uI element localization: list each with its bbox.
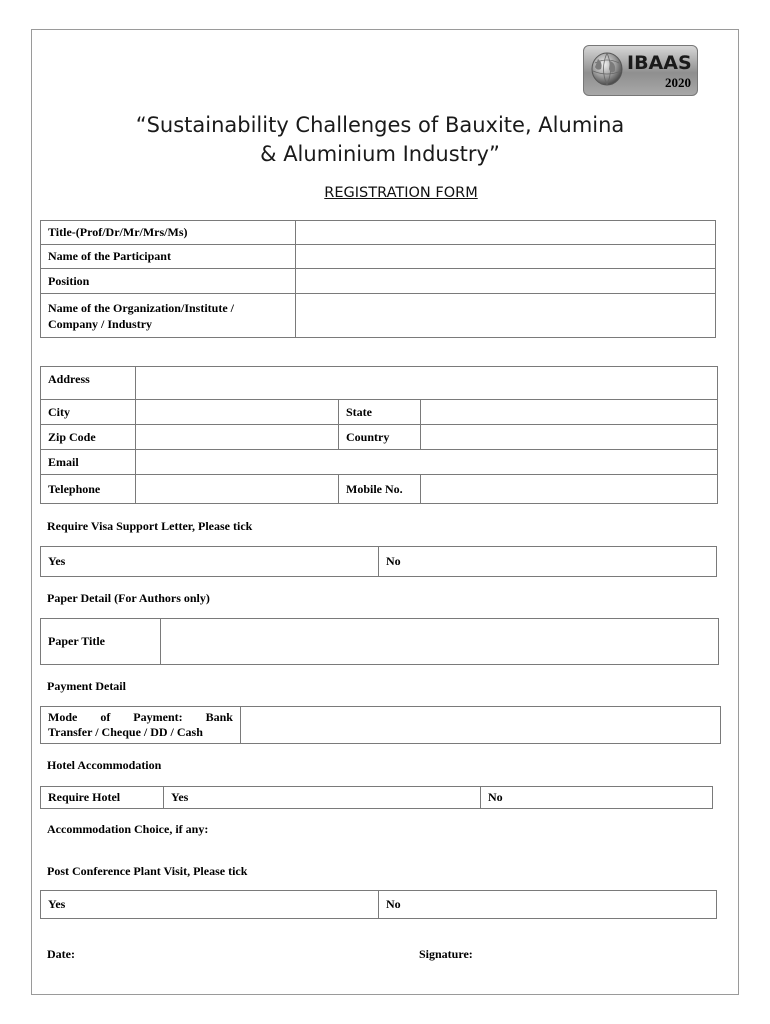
telephone-label: Telephone <box>41 475 136 504</box>
organization-label <box>41 294 296 338</box>
visa-yes-option[interactable]: Yes <box>41 547 379 577</box>
position-field[interactable] <box>296 269 716 294</box>
hotel-yes-option[interactable]: Yes <box>164 787 481 809</box>
paper-title-field[interactable] <box>161 619 719 665</box>
organization-label-line-1: Name of the Organization/Institute / <box>48 300 234 315</box>
payment-table <box>40 706 721 744</box>
plant-visit-no-option[interactable]: No <box>379 891 717 919</box>
date-label: Date: <box>47 947 75 961</box>
organization-label-line-2: Company / Industry <box>48 316 153 331</box>
mobile-field[interactable] <box>421 475 718 504</box>
paper-title-label: Paper Title <box>41 619 161 665</box>
form-heading: REGISTRATION FORM <box>324 185 478 201</box>
visa-heading: Require Visa Support Letter, Please tick <box>47 519 253 533</box>
position-label: Position <box>41 269 296 294</box>
participant-table <box>40 220 716 338</box>
logo-year: 2020 <box>665 75 691 90</box>
accommodation-choice-label: Accommodation Choice, if any: <box>47 822 209 836</box>
country-label: Country <box>339 425 421 450</box>
require-hotel-label: Require Hotel <box>41 787 164 809</box>
hotel-no-option[interactable]: No <box>481 787 713 809</box>
ibaas-logo <box>583 45 698 96</box>
conference-title <box>60 111 700 169</box>
telephone-field[interactable] <box>136 475 339 504</box>
country-field[interactable] <box>421 425 718 450</box>
city-label: City <box>41 400 136 425</box>
mobile-label: Mobile No. <box>339 475 421 504</box>
plant-visit-heading: Post Conference Plant Visit, Please tick <box>47 864 248 878</box>
paper-heading: Paper Detail (For Authors only) <box>47 591 210 605</box>
email-label: Email <box>41 450 136 475</box>
city-field[interactable] <box>136 400 339 425</box>
payment-mode-line-2: Transfer / Cheque / DD / Cash <box>48 725 203 739</box>
payment-mode-line-1 <box>48 710 233 725</box>
payment-word-bank: Bank <box>205 710 233 724</box>
state-label: State <box>339 400 421 425</box>
payment-mode-label <box>41 707 241 744</box>
title-line-2: & Aluminium Industry” <box>260 142 500 166</box>
address-table <box>40 366 718 504</box>
title-line-1: “Sustainability Challenges of Bauxite, Alumina <box>135 113 625 137</box>
payment-word-payment: Payment: <box>133 710 183 724</box>
email-field[interactable] <box>136 450 718 475</box>
address-field[interactable] <box>136 367 718 400</box>
plant-visit-table <box>40 890 717 919</box>
globe-icon <box>589 49 627 91</box>
page-frame <box>31 29 739 995</box>
payment-word-of: of <box>100 710 111 724</box>
visa-table <box>40 546 717 577</box>
hotel-table <box>40 786 713 809</box>
plant-visit-yes-option[interactable]: Yes <box>41 891 379 919</box>
payment-mode-field[interactable] <box>241 707 721 744</box>
signature-label: Signature: <box>419 947 473 961</box>
state-field[interactable] <box>421 400 718 425</box>
zip-code-field[interactable] <box>136 425 339 450</box>
address-label: Address <box>41 367 136 400</box>
zip-code-label: Zip Code <box>41 425 136 450</box>
hotel-heading: Hotel Accommodation <box>47 758 162 772</box>
title-field[interactable] <box>296 221 716 245</box>
title-label: Title-(Prof/Dr/Mr/Mrs/Ms) <box>41 221 296 245</box>
payment-word-mode: Mode <box>48 710 78 724</box>
logo-wordmark: IBAAS <box>627 52 692 74</box>
participant-name-label: Name of the Participant <box>41 245 296 269</box>
organization-field[interactable] <box>296 294 716 338</box>
visa-no-option[interactable]: No <box>379 547 717 577</box>
payment-heading: Payment Detail <box>47 679 126 693</box>
paper-table <box>40 618 719 665</box>
participant-name-field[interactable] <box>296 245 716 269</box>
